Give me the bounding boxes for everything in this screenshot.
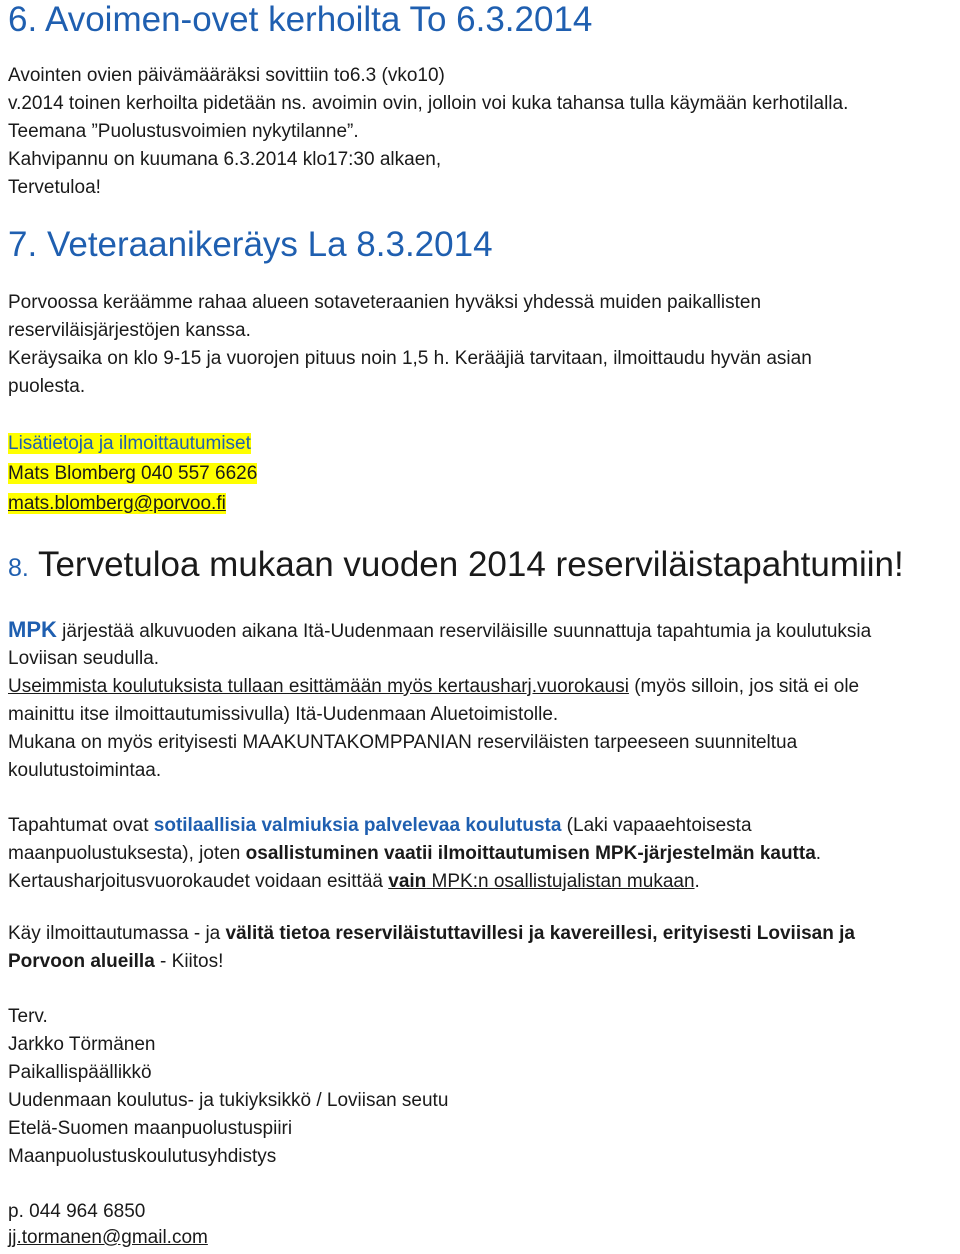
training-link[interactable]: Useimmista koulutuksista tullaan esittämään myös kertausharj.vuorokausi [8,676,629,697]
section-7-number: 7. [8,225,38,264]
contact-name-phone-text: Mats Blomberg 040 557 6626 [8,463,258,484]
events-line3-vain: vain [388,871,427,892]
section-6-heading [8,0,592,40]
events-paragraph-line-3 [8,868,953,896]
mpk-paragraph-line-1 [8,616,953,646]
signature-role: Paikallispäällikkö [8,1062,152,1083]
mpk-paragraph-line-2: Loviisan seudulla. [8,648,160,669]
signature-name: Jarkko Törmänen [8,1034,156,1055]
events-text-pre: Tapahtumat ovat [8,815,154,836]
section-6-number: 6. [8,0,38,39]
contact-email-link[interactable]: mats.blomberg@porvoo.fi [8,493,226,514]
events-line3-post: . [694,871,700,892]
company-paragraph-line-1: Mukana on myös erityisesti MAAKUNTAKOMPPANIAN reserviläisten tarpeeseen suunniteltua [8,732,798,753]
company-paragraph-line-2: koulutustoimintaa. [8,760,162,781]
section-6-title: Avoimen-ovet kerhoilta To 6.3.2014 [45,0,593,39]
section-7-line-1: Porvoossa keräämme rahaa alueen sotaveteraanien hyväksi yhdessä muiden paikallisten [8,292,762,313]
mpk-label: MPK [8,617,57,642]
section-6-line-1: Avointen ovien päivämääräksi sovittiin to6.3 (vko10) [8,65,445,86]
register-text-bold: välitä tietoa reserviläistuttavillesi ja kavereillesi, erityisesti Loviisan ja [225,923,855,944]
section-8-number: 8. [8,554,29,582]
events-text-post: (Laki vapaaehtoisesta [561,815,752,836]
contact-heading [8,430,953,458]
events-line2-pre: maanpuolustuksesta), joten [8,843,246,864]
signature-email-link[interactable]: jj.tormanen@gmail.com [8,1227,208,1248]
register-text-pre: Käy ilmoittautumassa - ja [8,923,226,944]
events-highlight-text: sotilaallisia valmiuksia palvelevaa koulutusta [153,815,562,836]
contact-name-phone [8,460,953,488]
signature-phone: p. 044 964 6850 [8,1201,146,1222]
contact-heading-text: Lisätietoja ja ilmoittautumiset [8,433,251,454]
contact-email [8,490,953,518]
events-line2-post: . [815,843,822,864]
events-line3-pre: Kertausharjoitusvuorokaudet voidaan esittää [8,871,389,892]
signature-greeting: Terv. [8,1006,48,1027]
register-line2-bold: Porvoon alueilla [8,951,155,972]
register-paragraph-line-2 [8,948,953,976]
signature-unit: Uudenmaan koulutus- ja tukiyksikkö / Loviisan seutu [8,1090,449,1111]
section-6-line-4: Kahvipannu on kuumana 6.3.2014 klo17:30 alkaen, [8,149,442,170]
training-paragraph-line-1 [8,673,953,701]
events-line3-link[interactable]: MPK:n osallistujalistan mukaan [426,871,695,892]
section-7-line-2: reserviläisjärjestöjen kanssa. [8,320,251,341]
signature-association: Maanpuolustuskoulutusyhdistys [8,1146,277,1167]
section-6-line-5: Tervetuloa! [8,177,101,198]
section-7-line-3: Keräysaika on klo 9-15 ja vuorojen pituus noin 1,5 h. Kerääjiä tarvitaan, ilmoittaudu hyvän asian [8,348,812,369]
mpk-text: järjestää alkuvuoden aikana Itä-Uudenmaan reserviläisille suunnattuja tapahtumia ja koulutuksia [56,621,872,642]
training-text: (myös silloin, jos sitä ei ole [628,676,860,697]
signature-district: Etelä-Suomen maanpuolustuspiiri [8,1118,293,1139]
signature-email-row [8,1224,953,1252]
events-line2-bold: osallistuminen vaatii ilmoittautumisen MPK-järjestelmän kautta [245,843,816,864]
section-8-title: Tervetuloa mukaan vuoden 2014 reserviläistapahtumiin! [37,545,904,584]
section-6-line-3: Teemana ”Puolustusvoimien nykytilanne”. [8,121,359,142]
training-paragraph-line-2: mainittu itse ilmoittautumissivulla) Itä-Uudenmaan Aluetoimistolle. [8,704,559,725]
register-paragraph-line-1 [8,920,953,948]
events-paragraph-line-2 [8,840,953,868]
section-7-title: Veteraanikeräys La 8.3.2014 [46,225,493,264]
section-7-heading [8,225,493,265]
section-6-line-2: v.2014 toinen kerhoilta pidetään ns. avoimin ovin, jolloin voi kuka tahansa tulla käymään kerhotilalla. [8,93,849,114]
section-7-line-4: puolesta. [8,376,86,397]
section-8-heading [8,545,904,588]
register-line2-post: - Kiitos! [154,951,224,972]
events-paragraph-line-1 [8,812,953,840]
